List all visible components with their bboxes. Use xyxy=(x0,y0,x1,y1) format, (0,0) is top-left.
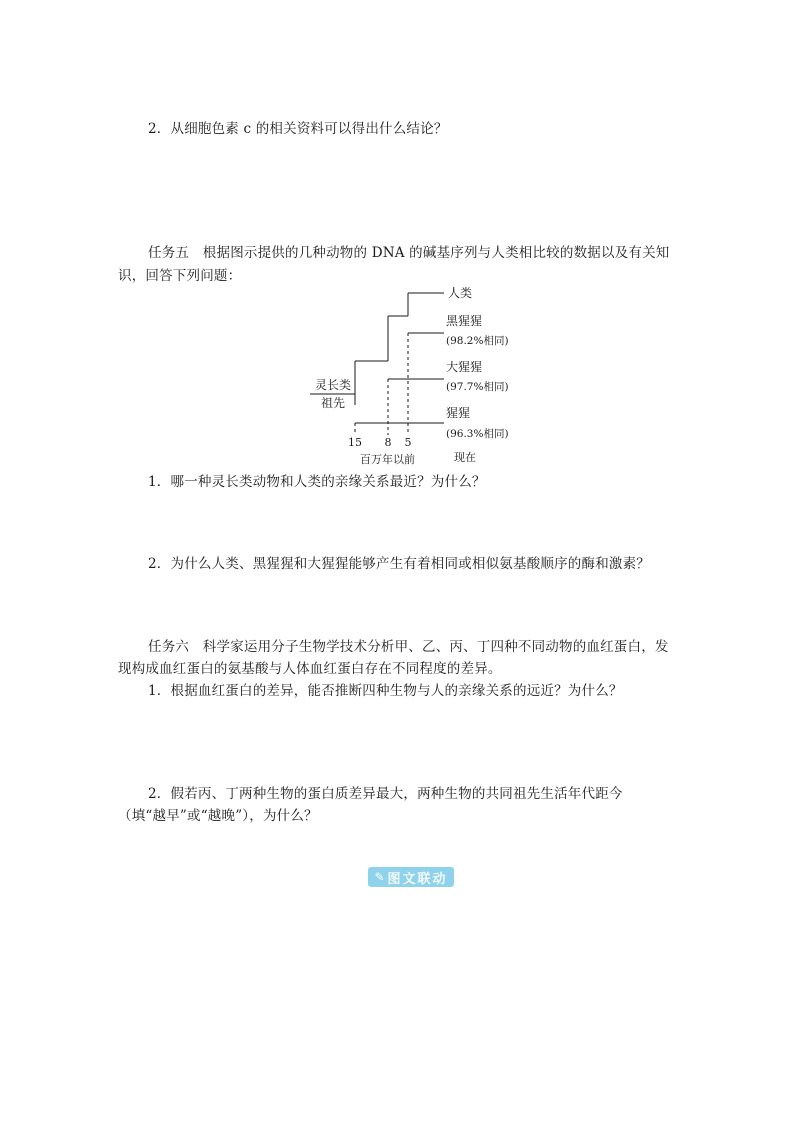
leaf-gorilla-similarity: (97.7%相同) xyxy=(446,381,509,393)
tree-time-guides xyxy=(355,333,408,435)
pen-icon: ✎ xyxy=(374,870,387,884)
leaf-orangutan: 猩猩 xyxy=(446,406,471,420)
question-cytochrome-c: 2．从细胞色素 c 的相关资料可以得出什么结论？ xyxy=(148,121,448,137)
task5-intro-line2: 识，回答下列问题： xyxy=(118,268,242,284)
task5-question1: 1．哪一种灵长类动物和人类的亲缘关系最近？为什么？ xyxy=(148,474,486,490)
task5-question2: 2．为什么人类、黑猩猩和大猩猩能够产生有着相同或相似氨基酸顺序的酶和激素？ xyxy=(148,556,650,572)
root-label-line2: 祖先 xyxy=(320,396,346,410)
task6-intro-line1: 任务六 科学家运用分子生物学技术分析甲、乙、丙、丁四种不同动物的血红蛋白，发 xyxy=(148,639,669,655)
leaf-gorilla: 大猩猩 xyxy=(446,360,483,374)
axis-tick-5: 5 xyxy=(404,436,412,449)
axis-tick-8: 8 xyxy=(384,436,392,449)
root-label-line1: 灵长类 xyxy=(314,378,352,392)
task6-question1: 1．根据血红蛋白的差异，能否推断四种生物与人的亲缘关系的远近？为什么？ xyxy=(148,683,623,699)
task6-intro-line2: 现构成血红蛋白的氨基酸与人体血红蛋白存在不同程度的差异。 xyxy=(118,661,502,677)
task6-question2-line2: （填“越早”或“越晚”），为什么？ xyxy=(118,808,318,824)
badge-label: 图文联动 xyxy=(387,871,448,887)
phylogenetic-tree-diagram xyxy=(300,283,530,468)
now-label: 现在 xyxy=(454,451,476,464)
task6-question2-line1: 2．假若丙、丁两种生物的蛋白质差异最大，两种生物的共同祖先生活年代距今 xyxy=(148,786,623,802)
leaf-chimpanzee: 黑猩猩 xyxy=(446,314,483,328)
leaf-human: 人类 xyxy=(448,286,473,300)
leaf-chimpanzee-similarity: (98.2%相同) xyxy=(446,335,509,347)
figure-text-link-badge xyxy=(368,867,454,887)
axis-caption: 百万年以前 xyxy=(360,453,415,466)
axis-tick-15: 15 xyxy=(348,436,362,449)
leaf-orangutan-similarity: (96.3%相同) xyxy=(446,428,509,440)
task5-intro-line1: 任务五 根据图示提供的几种动物的 DNA 的碱基序列与人类相比较的数据以及有关知 xyxy=(148,245,670,261)
